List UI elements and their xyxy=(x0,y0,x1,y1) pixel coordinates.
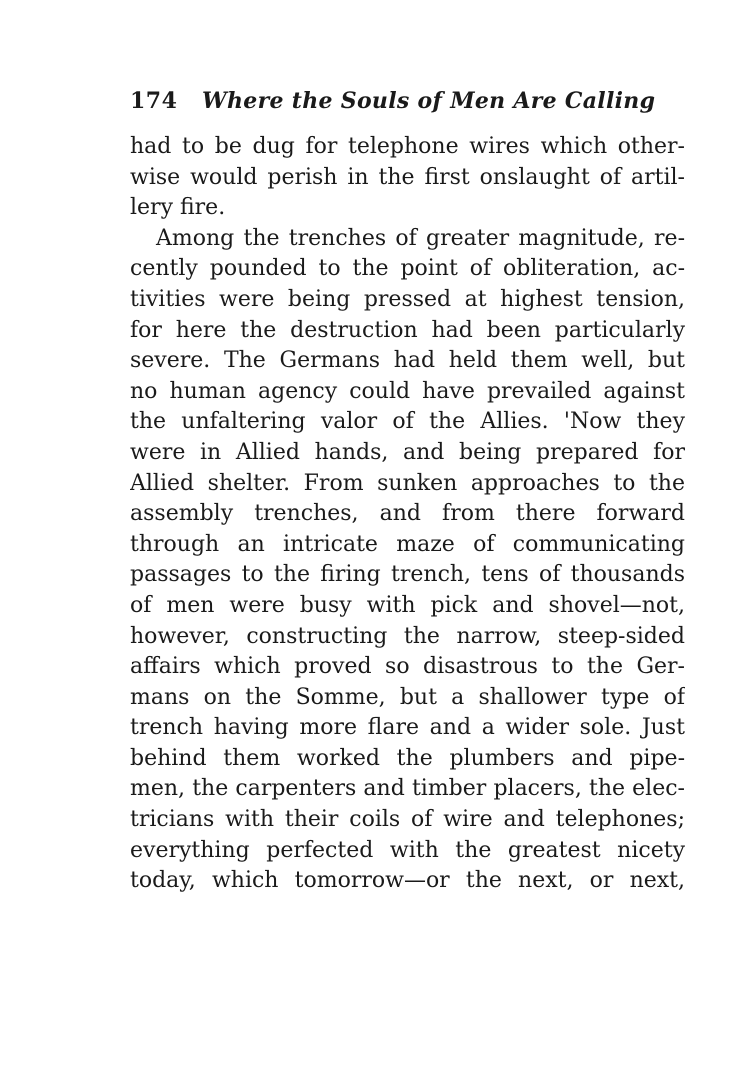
text-line: today, which tomorrow—or the next, or next, xyxy=(130,868,685,894)
text-line: cently pounded to the point of obliteration, ac- xyxy=(130,256,685,282)
book-page xyxy=(130,88,685,897)
text-line: lery fire. xyxy=(130,195,226,221)
text-line: through an intricate maze of communicating xyxy=(130,531,685,557)
text-line: of men were busy with pick and shovel—not, xyxy=(130,592,685,618)
text-line: passages to the firing trench, tens of thousands xyxy=(130,562,685,588)
text-line: trench having more flare and a wider sole. Just xyxy=(130,715,685,741)
text-line: men, the carpenters and timber placers, the elec- xyxy=(130,776,685,802)
running-title: Where the Souls of Men Are Calling xyxy=(202,88,656,114)
paragraph-1 xyxy=(130,132,685,224)
text-line: for here the destruction had been particularly xyxy=(130,317,685,343)
text-line: no human agency could have prevailed against xyxy=(130,378,685,404)
paragraph-2 xyxy=(130,224,685,897)
text-line: tricians with their coils of wire and telephones; xyxy=(130,807,685,833)
text-line: had to be dug for telephone wires which other- xyxy=(130,134,685,159)
text-line: severe. The Germans had held them well, but xyxy=(130,348,685,374)
text-line: mans on the Somme, but a shallower type of xyxy=(130,684,685,710)
text-line: assembly trenches, and from there forward xyxy=(130,501,685,527)
text-line: however, constructing the narrow, steep-sided xyxy=(130,623,685,649)
text-line: the unfaltering valor of the Allies. 'Now they xyxy=(130,409,685,435)
text-line: Allied shelter. From sunken approaches to the xyxy=(130,470,685,496)
text-line: affairs which proved so disastrous to the Ger- xyxy=(130,654,685,680)
running-head xyxy=(130,88,685,122)
text-line: wise would perish in the first onslaught of artil- xyxy=(130,164,685,190)
text-line: tivities were being pressed at highest tension, xyxy=(130,286,685,312)
text-line: Among the trenches of greater magnitude, re- xyxy=(156,225,685,251)
text-line: were in Allied hands, and being prepared for xyxy=(130,439,685,465)
page-number: 174 xyxy=(130,88,178,114)
text-line: behind them worked the plumbers and pipe- xyxy=(130,745,685,771)
text-line: everything perfected with the greatest nicety xyxy=(130,837,685,863)
